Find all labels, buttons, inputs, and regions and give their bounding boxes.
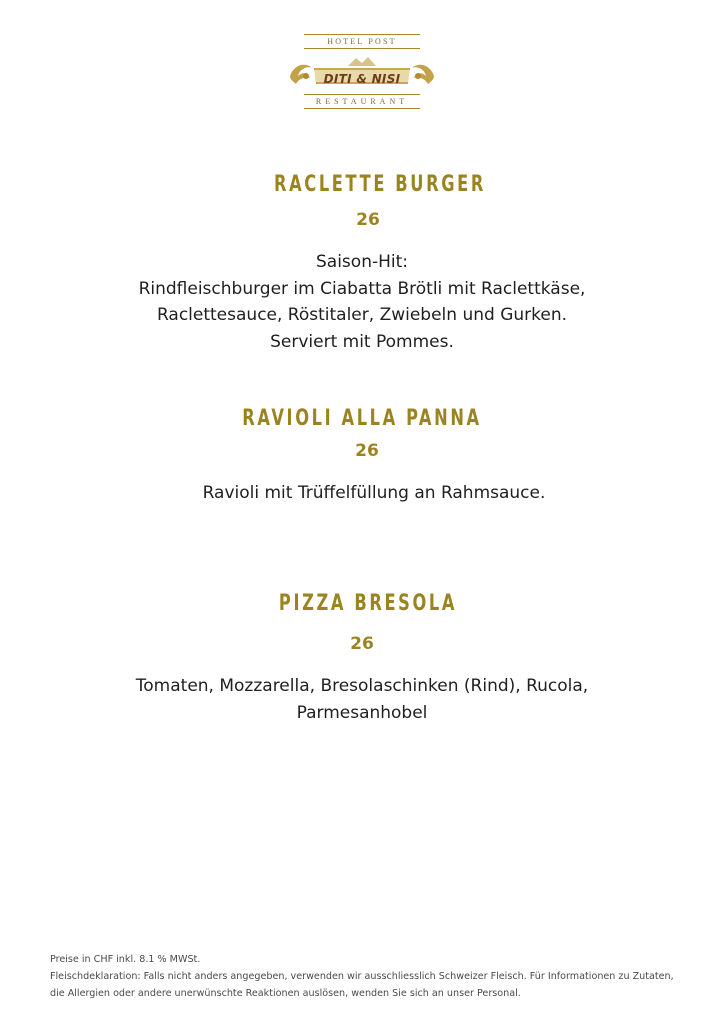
description-line: Rindfleischburger im Ciabatta Brötli mit Raclettkäse, xyxy=(138,278,586,299)
dish-price: 26 xyxy=(355,441,379,461)
footer-allergen-note: die Allergien oder andere unerwünschte Reaktionen auslösen, wenden Sie sich an unser Personal. xyxy=(50,988,521,999)
dish-title: RACLETTE BURGER xyxy=(273,172,486,197)
description-line: Serviert mit Pommes. xyxy=(270,331,454,352)
description-line: Ravioli mit Trüffelfüllung an Rahmsauce. xyxy=(202,483,546,503)
logo-top-rule xyxy=(304,34,420,35)
description-line: Saison-Hit: xyxy=(316,252,408,272)
dish-description xyxy=(12,480,724,507)
dish-price: 26 xyxy=(350,634,374,654)
logo-mid-rule xyxy=(304,48,420,49)
logo-bottom-rule xyxy=(304,108,420,109)
description-line: Tomaten, Mozzarella, Bresolaschinken (Rind), Rucola, xyxy=(135,676,589,696)
logo-lower-rule xyxy=(304,94,420,95)
dish-description xyxy=(0,249,724,355)
logo-brand-name: DITI & NISI xyxy=(323,72,401,86)
description-line: Raclettesauce, Röstitaler, Zwiebeln und Gurken. xyxy=(156,305,568,325)
dish-title: RAVIOLI ALLA PANNA xyxy=(242,406,482,431)
restaurant-logo xyxy=(286,34,438,112)
footer-meat-declaration: Fleischdeklaration: Falls nicht anders angegeben, verwenden wir ausschliesslich Schweizer Fleisch. Für Informationen zu Zutaten, xyxy=(50,971,674,982)
dish-description xyxy=(0,673,724,726)
logo-top-text: HOTEL POST xyxy=(327,37,397,46)
description-line: Parmesanhobel xyxy=(296,702,428,723)
footer-notes xyxy=(50,951,690,1002)
logo-bottom-text: RESTAURANT xyxy=(315,97,409,106)
dish-price: 26 xyxy=(356,210,380,230)
footer-price-note: Preise in CHF inkl. 8.1 % MWSt. xyxy=(50,954,201,965)
dish-title: PIZZA BRESOLA xyxy=(278,591,458,616)
